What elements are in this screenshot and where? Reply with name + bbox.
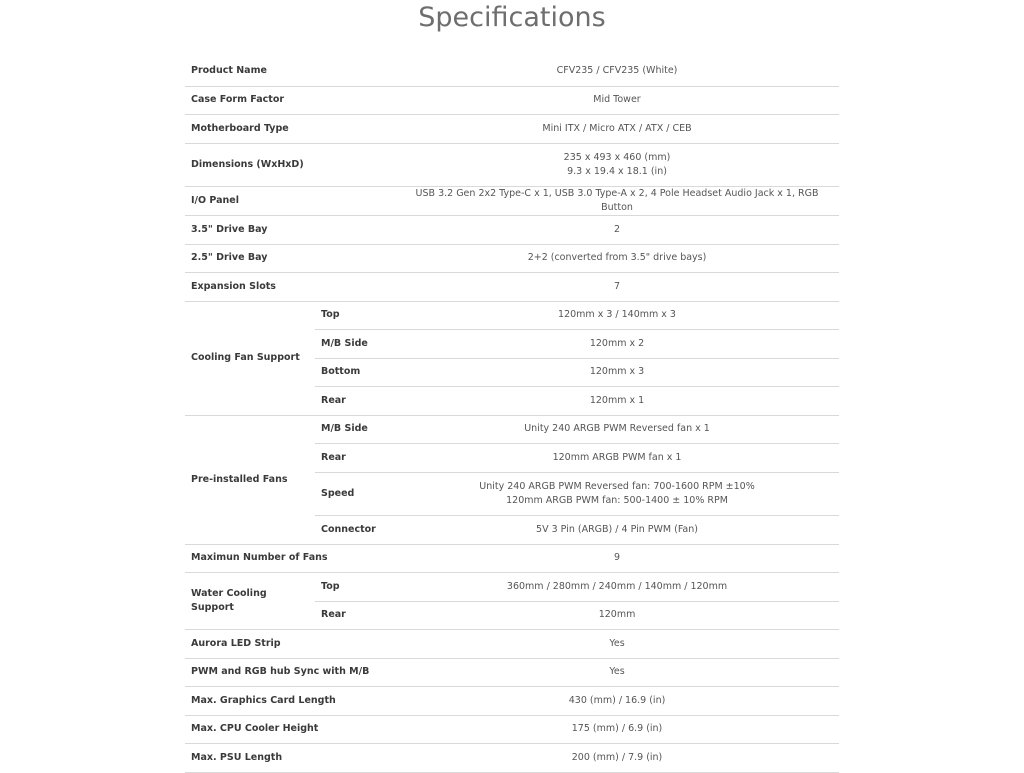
table-row bbox=[185, 143, 839, 186]
table-row bbox=[185, 686, 839, 715]
table-row bbox=[185, 244, 839, 272]
spec-sublabel: Rear bbox=[315, 386, 395, 415]
spec-value bbox=[395, 143, 839, 186]
spec-value: 5V 3 Pin (ARGB) / 4 Pin PWM (Fan) bbox=[395, 515, 839, 544]
spec-value: Yes bbox=[395, 629, 839, 658]
spec-sublabel: Rear bbox=[315, 443, 395, 472]
spec-value: 120mm bbox=[395, 601, 839, 629]
table-row bbox=[185, 186, 839, 215]
spec-value: 2+2 (converted from 3.5" drive bays) bbox=[395, 244, 839, 272]
spec-sublabel: Connector bbox=[315, 515, 395, 544]
table-row bbox=[185, 86, 839, 114]
spec-value: 7 bbox=[395, 272, 839, 301]
table-row bbox=[185, 415, 839, 443]
spec-value: Unity 240 ARGB PWM Reversed fan x 1 bbox=[395, 415, 839, 443]
spec-sublabel: Speed bbox=[315, 472, 395, 515]
table-row bbox=[185, 658, 839, 686]
spec-value: CFV235 / CFV235 (White) bbox=[395, 57, 839, 86]
spec-sublabel: Top bbox=[315, 572, 395, 601]
page-title: Specifications bbox=[418, 2, 606, 33]
spec-value-line: 235 x 493 x 460 (mm) bbox=[563, 151, 671, 163]
spec-value bbox=[395, 472, 839, 515]
table-row bbox=[185, 715, 839, 743]
spec-label: Water Cooling Support bbox=[185, 572, 315, 629]
spec-label: Cooling Fan Support bbox=[185, 301, 315, 415]
spec-label: 3.5" Drive Bay bbox=[185, 215, 395, 244]
spec-value: 120mm x 3 / 140mm x 3 bbox=[395, 301, 839, 329]
spec-value-line: 120mm ARGB PWM fan: 500-1400 ± 10% RPM bbox=[506, 494, 728, 506]
spec-label: Aurora LED Strip bbox=[185, 629, 395, 658]
spec-value: 9 bbox=[395, 544, 839, 572]
spec-value: 200 (mm) / 7.9 (in) bbox=[395, 743, 839, 772]
table-row bbox=[185, 544, 839, 572]
spec-label: Max. Graphics Card Length bbox=[185, 686, 395, 715]
table-row bbox=[185, 272, 839, 301]
spec-label: Product Name bbox=[185, 57, 395, 86]
table-row bbox=[185, 57, 839, 86]
spec-label: PWM and RGB hub Sync with M/B bbox=[185, 658, 395, 686]
spec-value-line: Unity 240 ARGB PWM Reversed fan: 700-1600 RPM ±10% bbox=[479, 480, 755, 492]
spec-sublabel: M/B Side bbox=[315, 329, 395, 358]
spec-sublabel: M/B Side bbox=[315, 415, 395, 443]
spec-value: 430 (mm) / 16.9 (in) bbox=[395, 686, 839, 715]
table-row bbox=[185, 114, 839, 143]
spec-value: 175 (mm) / 6.9 (in) bbox=[395, 715, 839, 743]
spec-label: Expansion Slots bbox=[185, 272, 395, 301]
spec-sublabel: Top bbox=[315, 301, 395, 329]
spec-label: Pre-installed Fans bbox=[185, 415, 315, 544]
spec-value: 360mm / 280mm / 240mm / 140mm / 120mm bbox=[395, 572, 839, 601]
spec-value: 120mm x 2 bbox=[395, 329, 839, 358]
table-row bbox=[185, 572, 839, 601]
table-row bbox=[185, 301, 839, 329]
table-row bbox=[185, 215, 839, 244]
spec-sublabel: Rear bbox=[315, 601, 395, 629]
spec-value: 120mm ARGB PWM fan x 1 bbox=[395, 443, 839, 472]
spec-label: Motherboard Type bbox=[185, 114, 395, 143]
spec-value: Mid Tower bbox=[395, 86, 839, 114]
spec-value: 120mm x 3 bbox=[395, 358, 839, 386]
specifications-table bbox=[185, 57, 839, 773]
spec-sublabel: Bottom bbox=[315, 358, 395, 386]
spec-value-line: 9.3 x 19.4 x 18.1 (in) bbox=[567, 165, 667, 177]
spec-label: I/O Panel bbox=[185, 186, 395, 215]
table-row bbox=[185, 629, 839, 658]
spec-value: 2 bbox=[395, 215, 839, 244]
spec-label: Dimensions (WxHxD) bbox=[185, 143, 395, 186]
spec-label: 2.5" Drive Bay bbox=[185, 244, 395, 272]
spec-label: Max. PSU Length bbox=[185, 743, 395, 772]
spec-label: Case Form Factor bbox=[185, 86, 395, 114]
spec-label: Maximun Number of Fans bbox=[185, 544, 395, 572]
spec-value: 120mm x 1 bbox=[395, 386, 839, 415]
spec-value: USB 3.2 Gen 2x2 Type-C x 1, USB 3.0 Type-A x 2, 4 Pole Headset Audio Jack x 1, RGB Button bbox=[395, 186, 839, 215]
spec-label: Max. CPU Cooler Height bbox=[185, 715, 395, 743]
spec-value: Mini ITX / Micro ATX / ATX / CEB bbox=[395, 114, 839, 143]
spec-value: Yes bbox=[395, 658, 839, 686]
